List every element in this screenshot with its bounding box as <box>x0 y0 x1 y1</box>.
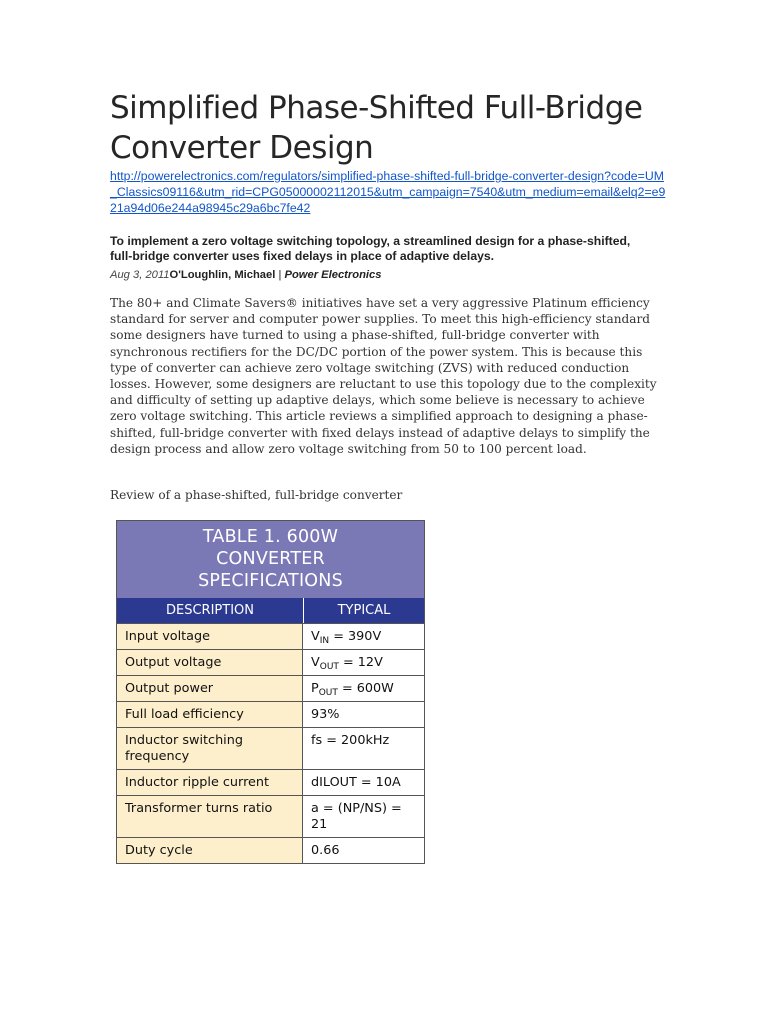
table-row <box>117 795 424 837</box>
table-cell-typical <box>303 624 424 649</box>
table-row <box>117 623 424 649</box>
value-subscript: OUT <box>319 662 339 672</box>
table-cell-description: Output power <box>117 676 303 701</box>
table-row <box>117 837 424 863</box>
article-body: The 80+ and Climate Savers® initiatives have set a very aggressive Platinum efficiency standard for server and computer power supplies. To meet this high-efficiency standard some designers have turned to using a phase-shifted, full-bridge converter with synchronous rectifiers for the DC/DC portion of the power system. This is because this type of converter can achieve zero voltage switching (ZVS) with reduced conduction losses. However, some designers are reluctant to use this topology due to the complexity and difficulty of setting up adaptive delays, which some believe is necessary to achieve zero voltage switching. This article reviews a simplified approach to designing a phase-shifted, full-bridge converter with fixed delays instead of adaptive delays to simplify the design process and allow zero voltage switching from 50 to 100 percent load. <box>110 296 657 456</box>
value-symbol: V <box>311 629 320 644</box>
byline-publication: Power Electronics <box>284 269 382 281</box>
byline-separator: | <box>275 269 285 281</box>
value-text: = 12V <box>338 655 383 670</box>
column-header-description: DESCRIPTION <box>117 598 304 623</box>
table-cell-description: Transformer turns ratio <box>117 796 303 837</box>
table-cell-description: Inductor ripple current <box>117 770 303 795</box>
spec-table-title-line: CONVERTER <box>216 549 325 569</box>
value-symbol: 93% <box>311 707 340 722</box>
table-cell-typical <box>303 702 424 727</box>
byline-date: Aug 3, 2011 <box>110 269 170 281</box>
document-title: Simplified Phase-Shifted Full-Bridge Converter Design <box>110 90 643 166</box>
table-row <box>117 769 424 795</box>
table-cell-typical <box>303 838 424 863</box>
table-cell-description: Full load efficiency <box>117 702 303 727</box>
table-cell-description: Output voltage <box>117 650 303 675</box>
value-text: = 600W <box>337 681 394 696</box>
table-cell-typical <box>303 728 424 769</box>
value-symbol: fs = 200kHz <box>311 733 390 748</box>
spec-table-title-line: SPECIFICATIONS <box>198 571 343 591</box>
value-symbol: V <box>311 655 320 670</box>
value-symbol: dILOUT = 10A <box>311 775 401 790</box>
table-cell-typical <box>303 770 424 795</box>
spec-table-header-row <box>117 598 424 623</box>
article-deck: To implement a zero voltage switching topology, a streamlined design for a phase-shifted, full-bridge converter uses fixed delays in place of adaptive delays. <box>110 234 631 263</box>
byline-author: O'Loughlin, Michael <box>169 269 276 281</box>
table-cell-typical <box>303 676 424 701</box>
table-cell-typical <box>303 650 424 675</box>
table-cell-description: Duty cycle <box>117 838 303 863</box>
value-subscript: OUT <box>318 688 338 698</box>
byline <box>110 268 670 282</box>
value-symbol: P <box>311 681 319 696</box>
table-row <box>117 727 424 769</box>
article-link[interactable]: http://powerelectronics.com/regulators/simplified-phase-shifted-full-bridge-converter-design?code=UM_Classics09116&utm_rid=CPG05000002112015&utm_campaign=7540&utm_medium=email&elq2=e921a94d06e244a98945c29a6bc7fe42 <box>110 169 666 215</box>
table-row <box>117 675 424 701</box>
value-symbol: a = (NP/NS) = 21 <box>311 801 402 832</box>
table-cell-description: Input voltage <box>117 624 303 649</box>
table-cell-description: Inductor switching frequency <box>117 728 303 769</box>
section-subheading: Review of a phase-shifted, full-bridge converter <box>110 488 403 502</box>
spec-table-body <box>117 623 424 863</box>
value-text: = 390V <box>329 629 382 644</box>
table-row <box>117 649 424 675</box>
spec-table <box>116 520 425 864</box>
value-subscript: IN <box>319 636 330 646</box>
table-row <box>117 701 424 727</box>
spec-table-title <box>117 521 424 598</box>
spec-table-title-line: TABLE 1. 600W <box>202 527 339 547</box>
column-header-typical: TYPICAL <box>337 603 391 618</box>
value-symbol: 0.66 <box>311 843 340 858</box>
table-cell-typical <box>303 796 424 837</box>
